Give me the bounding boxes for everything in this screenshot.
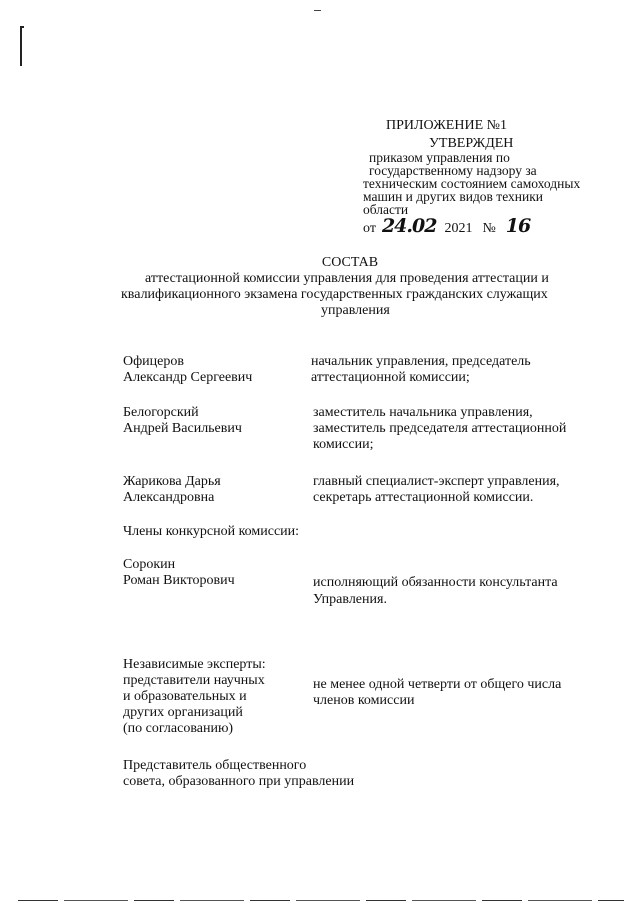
order-line: машин и других видов техники: [363, 189, 544, 204]
member-name: Офицеров: [123, 354, 184, 369]
handwritten-date: 24.02: [381, 215, 437, 237]
member-name: Белогорский: [123, 405, 199, 420]
member-role: главный специалист-эксперт управления,: [313, 474, 560, 489]
date-prefix: от: [363, 221, 376, 236]
experts-heading: Независимые эксперты:: [123, 657, 266, 672]
public-council-line: Представитель общественного: [123, 758, 307, 773]
approved-label: УТВЕРЖДЕН: [429, 136, 514, 151]
member-name: Андрей Васильевич: [123, 421, 242, 436]
experts-role: не менее одной четверти от общего числа: [313, 677, 562, 692]
order-date-line: [363, 215, 531, 237]
member-role: начальник управления, председатель: [311, 354, 531, 369]
corner-bracket-tick: [20, 26, 24, 28]
experts-name: (по согласованию): [123, 721, 234, 736]
order-line: приказом управления по: [369, 150, 510, 165]
member-name: Жарикова Дарья: [123, 474, 221, 489]
title-line: квалификационного экзамена государственных гражданских служащих: [121, 287, 548, 302]
member-role: секретарь аттестационной комиссии.: [313, 490, 534, 505]
member-role: Управления.: [313, 592, 387, 607]
corner-bracket: [20, 26, 22, 66]
competition-members-heading: Члены конкурсной комиссии:: [123, 524, 300, 539]
experts-name: других организаций: [123, 705, 243, 720]
member-name: Сорокин: [123, 557, 176, 572]
title-line: управления: [321, 303, 390, 318]
order-line: техническим состоянием самоходных: [363, 176, 581, 191]
date-year: 2021: [444, 221, 473, 236]
appendix-label: ПРИЛОЖЕНИЕ №1: [386, 118, 507, 133]
order-line: области: [363, 202, 409, 217]
public-council-line: совета, образованного при управлении: [123, 774, 355, 789]
order-line: государственному надзору за: [369, 163, 537, 178]
number-sign: №: [482, 221, 496, 236]
handwritten-number: 16: [505, 215, 531, 237]
experts-name: и образовательных и: [123, 689, 247, 704]
scan-bottom-edge: [18, 900, 624, 901]
member-role: заместитель начальника управления,: [313, 405, 533, 420]
experts-name: представители научных: [123, 673, 265, 688]
member-role: заместитель председателя аттестационной: [313, 421, 567, 436]
experts-role: членов комиссии: [313, 693, 415, 708]
member-name: Роман Викторович: [123, 573, 235, 588]
member-name: Александр Сергеевич: [123, 370, 253, 385]
member-role: комиссии;: [313, 437, 374, 452]
member-role: аттестационной комиссии;: [311, 370, 470, 385]
member-name: Александровна: [123, 490, 215, 505]
document-title: СОСТАВ: [321, 255, 379, 270]
scan-mark: [314, 10, 321, 11]
title-line: аттестационной комиссии управления для проведения аттестации и: [145, 271, 549, 286]
member-role: исполняющий обязанности консультанта: [313, 575, 558, 590]
